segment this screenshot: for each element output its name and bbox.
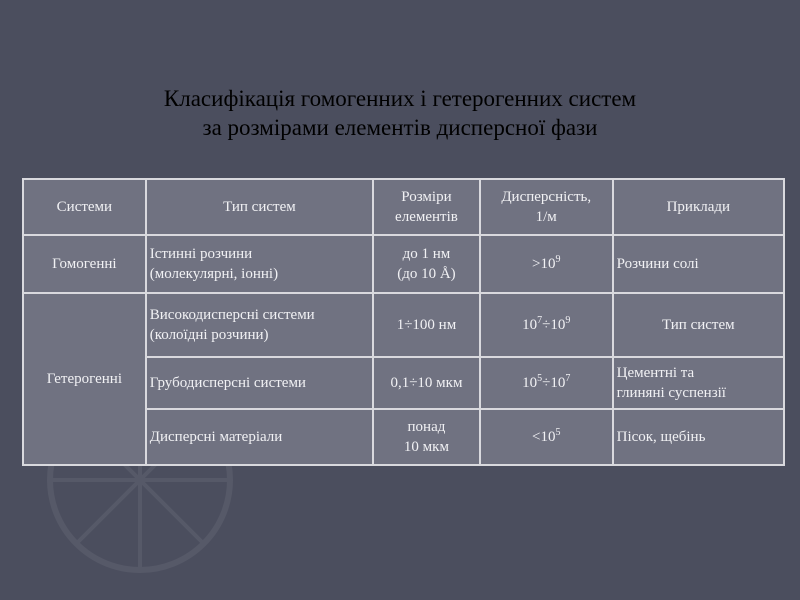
cell-type-colloidal bbox=[146, 293, 373, 357]
cell-type-line-1: Високодисперсні системи bbox=[149, 307, 315, 323]
cell-size-line-1: понад bbox=[407, 419, 446, 435]
cell-size-materials bbox=[373, 409, 480, 465]
cell-dispersity-homogeneous bbox=[480, 235, 613, 293]
cell-type-line-2: (колоїдні розчини) bbox=[149, 327, 269, 343]
header-systems: Системи bbox=[23, 179, 146, 235]
dispersity-exponent: 9 bbox=[555, 254, 561, 265]
dispersity-exponent: 7 bbox=[565, 373, 571, 384]
slide-title-line-2: за розмірами елементів дисперсної фази bbox=[202, 115, 598, 140]
dispersity-base: >10 bbox=[531, 256, 556, 272]
dispersity-base: 10 bbox=[522, 375, 538, 391]
cell-example-homogeneous: Розчини солі bbox=[613, 235, 784, 293]
dispersity-exponent: 9 bbox=[565, 315, 571, 326]
dispersity-base: 10 bbox=[522, 317, 538, 333]
cell-type-line-1: Істинні розчини bbox=[149, 246, 253, 262]
cell-example-line-2: глиняні суспензії bbox=[616, 385, 726, 401]
slide-title-line-1: Класифікація гомогенних і гетерогенних систем bbox=[163, 86, 637, 111]
header-dispersity-line-1: Дисперсність, bbox=[501, 189, 592, 205]
header-size-line-2: елементів bbox=[395, 209, 458, 225]
cell-system-heterogeneous: Гетерогенні bbox=[23, 293, 146, 465]
dispersity-exponent: 5 bbox=[537, 373, 543, 384]
dispersity-base: ÷10 bbox=[542, 317, 566, 333]
cell-example-coarse bbox=[613, 357, 784, 409]
cell-size-line-1: до 1 нм bbox=[402, 246, 451, 262]
cell-size-line-2: (до 10 Å) bbox=[397, 266, 456, 282]
cell-dispersity-coarse bbox=[480, 357, 613, 409]
cell-size-line-2: 10 мкм bbox=[403, 439, 449, 455]
dispersity-base: <10 bbox=[531, 429, 556, 445]
dispersity-exponent: 5 bbox=[555, 427, 561, 438]
table-header-row bbox=[23, 179, 784, 235]
dispersity-exponent: 7 bbox=[537, 315, 543, 326]
cell-type-line-2: (молекулярні, іонні) bbox=[149, 266, 279, 282]
slide-title bbox=[0, 84, 800, 142]
table-row-homogeneous bbox=[23, 235, 784, 293]
cell-size-homogeneous bbox=[373, 235, 480, 293]
header-size-line-1: Розміри bbox=[401, 189, 452, 205]
classification-table bbox=[22, 178, 785, 466]
cell-example-line-1: Цементні та bbox=[616, 365, 695, 381]
table-row-colloidal bbox=[23, 293, 784, 357]
header-dispersity-line-2: 1/м bbox=[535, 209, 557, 225]
dispersity-base: ÷10 bbox=[542, 375, 566, 391]
cell-size-coarse: 0,1÷10 мкм bbox=[373, 357, 480, 409]
header-dispersity bbox=[480, 179, 613, 235]
cell-example-colloidal: Тип систем bbox=[613, 293, 784, 357]
cell-dispersity-colloidal bbox=[480, 293, 613, 357]
header-type: Тип систем bbox=[146, 179, 373, 235]
cell-size-colloidal: 1÷100 нм bbox=[373, 293, 480, 357]
cell-system-homogeneous: Гомогенні bbox=[23, 235, 146, 293]
header-examples: Приклади bbox=[613, 179, 784, 235]
cell-dispersity-materials bbox=[480, 409, 613, 465]
cell-example-materials: Пісок, щебінь bbox=[613, 409, 784, 465]
cell-type-true-solutions bbox=[146, 235, 373, 293]
header-size bbox=[373, 179, 480, 235]
cell-type-materials: Дисперсні матеріали bbox=[146, 409, 373, 465]
cell-type-coarse: Грубодисперсні системи bbox=[146, 357, 373, 409]
